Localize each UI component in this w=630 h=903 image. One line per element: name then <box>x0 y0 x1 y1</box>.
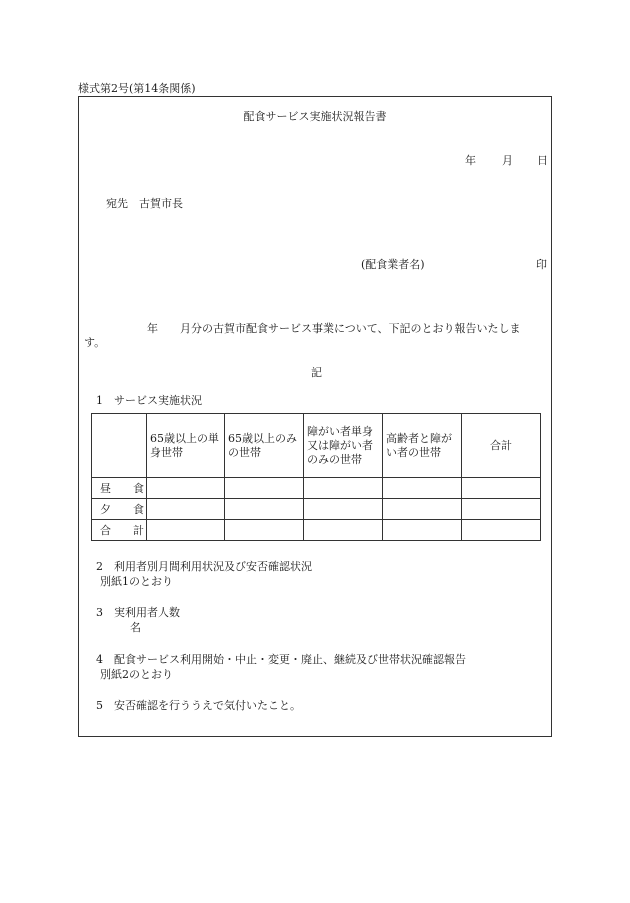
service-status-table <box>91 413 541 541</box>
addressee: 宛先 古賀市長 <box>106 197 183 210</box>
date-year: 年 <box>465 154 476 167</box>
table-header-row <box>92 414 541 478</box>
section4-note: 別紙2のとおり <box>100 668 173 681</box>
table-cell[interactable] <box>304 520 383 541</box>
section2-heading: 2 利用者別月間利用状況及び安否確認状況 <box>96 560 312 573</box>
section3-unit: 名 <box>130 621 141 634</box>
row-label-lunch: 昼 食 <box>92 478 147 499</box>
header-only-65: 65歳以上のみの世帯 <box>225 414 304 478</box>
row-label-total: 合 計 <box>92 520 147 541</box>
section5-heading: 5 安否確認を行ううえで気付いたこと。 <box>96 699 301 712</box>
header-corner <box>92 414 147 478</box>
form-number: 様式第2号(第14条関係) <box>78 82 196 95</box>
seal-mark: 印 <box>536 258 547 271</box>
header-total: 合計 <box>462 414 541 478</box>
table-cell[interactable] <box>225 499 304 520</box>
section1-heading: 1 サービス実施状況 <box>96 394 202 407</box>
table-cell[interactable] <box>147 499 225 520</box>
table-cell[interactable] <box>462 520 541 541</box>
date-month: 月 <box>502 154 513 167</box>
date-day: 日 <box>537 154 548 167</box>
table-row <box>92 499 541 520</box>
body-text-line2: す。 <box>84 336 106 349</box>
table-cell[interactable] <box>462 478 541 499</box>
table-cell[interactable] <box>383 478 462 499</box>
row-label-dinner: 夕 食 <box>92 499 147 520</box>
header-disabled-household: 障がい者単身又は障がい者のみの世帯 <box>304 414 383 478</box>
table-cell[interactable] <box>304 499 383 520</box>
company-name-label: (配食業者名) <box>361 258 425 271</box>
table-row <box>92 478 541 499</box>
table-cell[interactable] <box>304 478 383 499</box>
header-single-65: 65歳以上の単身世帯 <box>147 414 225 478</box>
section2-note: 別紙1のとおり <box>100 575 173 588</box>
form-title: 配食サービス実施状況報告書 <box>243 110 387 123</box>
table-cell[interactable] <box>225 520 304 541</box>
section4-heading: 4 配食サービス利用開始・中止・変更・廃止、継続及び世帯状況確認報告 <box>96 653 466 666</box>
table-cell[interactable] <box>225 478 304 499</box>
table-cell[interactable] <box>147 478 225 499</box>
table-cell[interactable] <box>147 520 225 541</box>
table-cell[interactable] <box>462 499 541 520</box>
body-text-line1: 年 月分の古賀市配食サービス事業について、下記のとおり報告いたしま <box>147 322 521 335</box>
table-cell[interactable] <box>383 520 462 541</box>
header-elderly-disabled: 高齢者と障がい者の世帯 <box>383 414 462 478</box>
ki-heading: 記 <box>311 366 322 379</box>
table-row <box>92 520 541 541</box>
section3-heading: 3 実利用者人数 <box>96 606 180 619</box>
table-cell[interactable] <box>383 499 462 520</box>
